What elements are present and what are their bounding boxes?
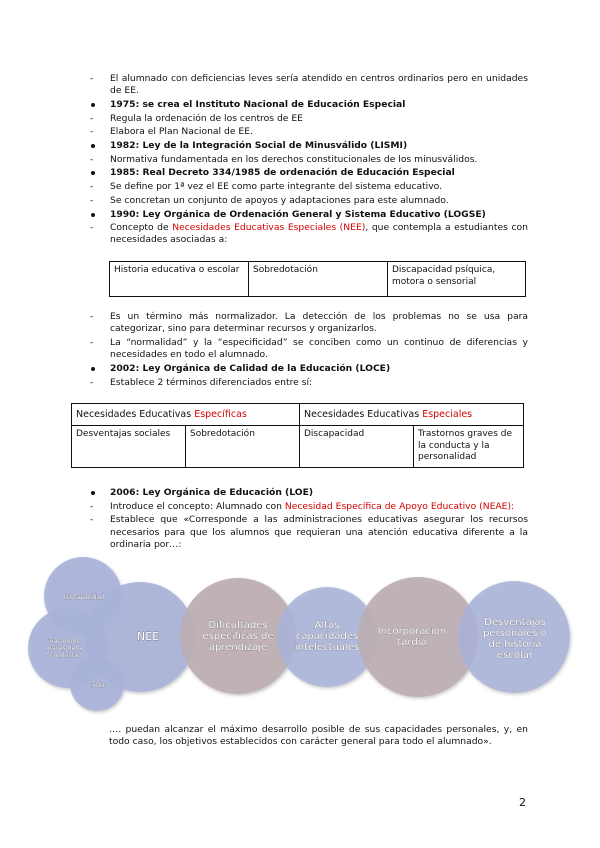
list-item: - Regula la ordenación de los centros de EE: [90, 112, 303, 124]
nee-text-after: , que contempla a estudiantes con necesidades asociadas a:: [110, 222, 528, 246]
label-line: escolar: [497, 650, 533, 661]
list-item-text: Es un término más normalizador. La detección de los problemas no se usa para categorizar, sino para determinar recursos y organizarlos.: [110, 311, 528, 335]
label-line: aprendizaje: [208, 642, 268, 653]
list-item: - Se concretan un conjunto de apoyos y adaptaciones para este alumnado.: [90, 194, 449, 206]
header-prefix: Necesidades Educativas: [304, 408, 423, 420]
list-item: - Se define por 1ª vez el EE como parte integrante del sistema educativo.: [90, 181, 443, 193]
list-item-text: 1990: Ley Orgánica de Ordenación General y Sistema Educativo (LOGSE): [110, 208, 486, 220]
list-item-text: Elabora el Plan Nacional de EE.: [110, 126, 253, 138]
list-item: - La “normalidad” y la “especificidad” se conciben como un continuo de diferencias y necesidades en todo el alumnado.: [90, 336, 528, 361]
nee-text-before: Concepto de: [110, 222, 173, 234]
label-line: de historia: [488, 639, 542, 650]
label-line: intelectuales: [294, 642, 360, 653]
table-cell: Discapacidad psíquica, motora o sensorial: [388, 262, 526, 297]
list-item: - El alumnado con deficiencias leves sería atendido en centros ordinarios pero en unidades de EE.: [90, 73, 528, 97]
table-cell: Trastornos graves de la conducta y la personalidad: [414, 426, 524, 468]
list-item: - Normativa fundamentada en los derechos constitucionales de los minusválidos.: [90, 153, 478, 165]
label-line: Incorporación: [377, 626, 447, 637]
list-item-text: 2002: Ley Orgánica de Calidad de la Educación (LOCE): [110, 362, 391, 374]
label-line: capacidades: [295, 631, 359, 642]
label-line: específicas de: [202, 631, 274, 642]
loe-concept-text: Introduce el concepto: Alumnado con: [110, 500, 285, 512]
label-line: graves de la: [45, 645, 83, 652]
list-item-text: 1982: Ley de la Integración Social de Minusválido (LISMI): [110, 140, 408, 152]
header-highlight: Específicas: [194, 408, 247, 420]
label-line: Dificultades: [208, 620, 268, 631]
nee-label: NEE: [136, 630, 160, 643]
list-item-text: Regula la ordenación de los centros de EE: [110, 112, 303, 124]
loe-title: 2006: Ley Orgánica de Educación (LOE): [110, 487, 314, 498]
dificultades-label: [203, 620, 274, 653]
list-item: - Establece que «Corresponde a las administraciones educativas asegurar los recursos necesarios para que los alumnos que requieran una atención educativa diferente a la ordinaria por…:: [90, 514, 528, 550]
table-cell: Desventajas sociales: [72, 426, 186, 468]
trastornos-label: [46, 638, 83, 659]
discapacidad-label: Discapacidad: [63, 594, 105, 601]
tgd-label: TGD: [91, 682, 105, 689]
list-item: - Establece 2 términos diferenciados entre sí:: [90, 376, 313, 388]
neae-highlight: Necesidad Específica de Apoyo Educativo (NEAE):: [284, 500, 515, 512]
list-item-text: Se define por 1ª vez el EE como parte integrante del sistema educativo.: [110, 181, 443, 193]
label-line: Trastornos: [48, 638, 80, 645]
loe-quote: Establece que «Corresponde a las administraciones educativas asegurar los recursos necesarios para que los alumnos que requieran una atención educativa diferente a la ordinaria por…:: [110, 514, 528, 550]
list-item-text: Se concretan un conjunto de apoyos y adaptaciones para este alumnado.: [110, 194, 449, 206]
list-item: - Elabora el Plan Nacional de EE.: [90, 126, 253, 138]
list-item-text: El alumnado con deficiencias leves sería atendido en centros ordinarios pero en unidades de EE.: [110, 73, 528, 97]
nee-highlight: Necesidades Educativas Especiales (NEE): [172, 222, 366, 234]
closing-paragraph: …. puedan alcanzar el máximo desarrollo posible de sus capacidades personales, y, en todo caso, los objetivos establecidos con carácter general para todo el alumnado».: [109, 724, 528, 748]
header-highlight: Especiales: [422, 408, 473, 420]
list-item-text: Establece 2 términos diferenciados entre sí:: [110, 376, 313, 388]
list-item: - Introduce el concepto: Alumnado con Necesidad Específica de Apoyo Educativo (NEAE):: [90, 500, 515, 512]
list-item-text: 1975: se crea el Instituto Nacional de Educación Especial: [110, 98, 406, 110]
label-line: personales o: [483, 628, 547, 639]
list-item-nee: - Concepto de Necesidades Educativas Especiales (NEE), que contempla a estudiantes con necesidades asociadas a:: [90, 222, 528, 246]
header-prefix: Necesidades Educativas: [76, 408, 195, 420]
list-item-text: Normativa fundamentada en los derechos constitucionales de los minusválidos.: [110, 153, 478, 165]
label-line: Desventajas: [484, 617, 546, 628]
list-item-text: 1985: Real Decreto 334/1985 de ordenación de Educación Especial: [110, 167, 455, 179]
table-cell: Sobredotación: [249, 262, 388, 297]
table-cell: Sobredotación: [186, 426, 300, 468]
table-cell: Historia educativa o escolar: [110, 262, 249, 297]
table-cell: Discapacidad: [300, 426, 414, 468]
page-number: 2: [519, 796, 526, 809]
label-line: Altas: [314, 620, 340, 631]
list-item-text: La “normalidad” y la “especificidad” se conciben como un continuo de diferencias y necesidades en todo el alumnado.: [110, 336, 528, 361]
list-item: - Es un término más normalizador. La detección de los problemas no se usa para categorizar, sino para determinar recursos y organizarlos.: [90, 311, 528, 335]
label-line: tardía: [397, 637, 427, 648]
label-line: conducta: [50, 652, 78, 659]
